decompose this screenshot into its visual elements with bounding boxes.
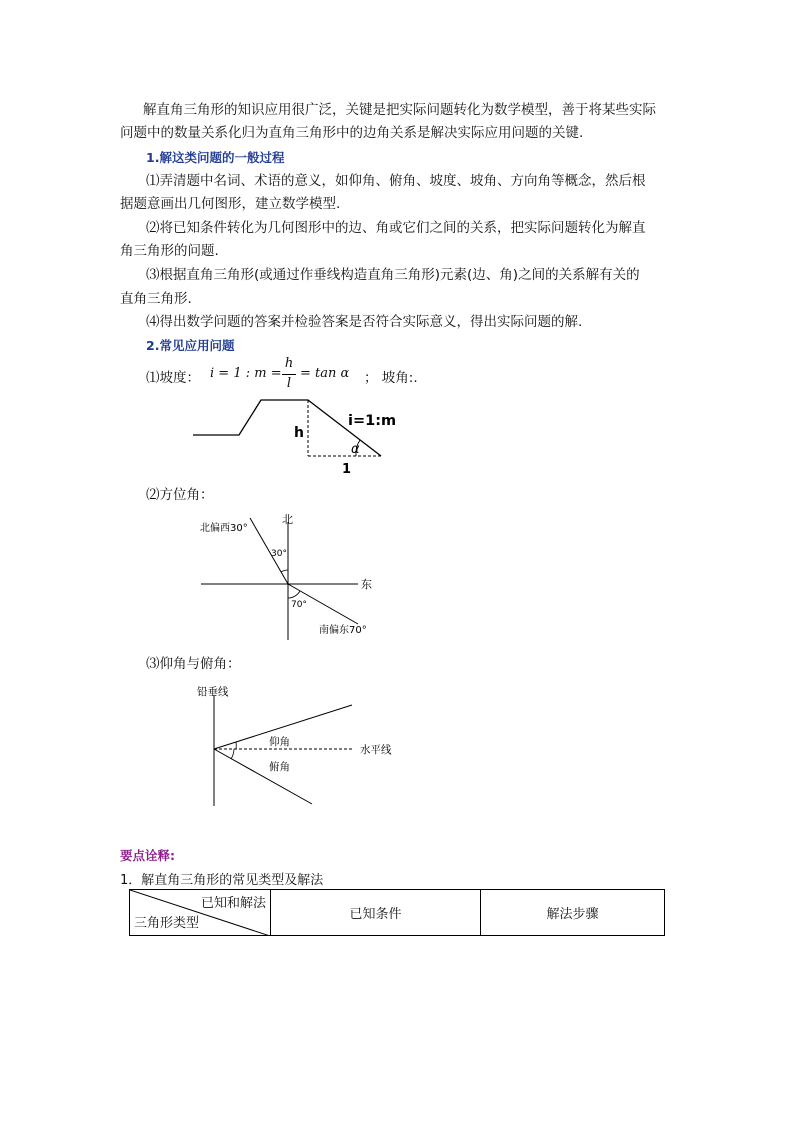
notes-item-1-title: 1．解直角三角形的常见类型及解法 [120,873,324,888]
north-label: 北 [282,513,293,526]
depression-angle-arc [231,749,234,759]
bearing-label: ⑵方位角： [146,487,214,503]
process-item-2-line-1: ⑵将已知条件转化为几何图形中的边、角或它们之间的关系，把实际问题转化为解直 [146,220,646,236]
fraction-bar [282,374,296,375]
table-header-solution-steps: 解法步骤 [481,890,665,936]
slope-ratio-label: i=1:m [348,413,397,429]
se-angle-arc [288,591,300,598]
solution-types-table [129,889,665,936]
table-header-bottom: 三角形类型 [134,916,200,931]
slope-height-label: h [294,425,304,441]
se-direction-label: 南偏东70° [319,625,367,636]
process-item-2-line-2: 角三角形的问题. [120,243,219,259]
east-label: 东 [361,578,372,591]
slope-diagram [190,395,410,480]
slope-label-suffix: ； 坡角:. [364,370,418,386]
plumb-line-label: 铅垂线 [197,686,229,698]
se-angle-label: 70° [291,600,307,610]
nw-angle-label: 30° [271,549,287,559]
depression-ray [214,749,312,804]
elevation-label: ⑶仰角与俯角： [146,656,241,672]
bearing-diagram [195,510,395,645]
section2-heading: 2.常见应用问题 [146,338,235,353]
process-item-3-line-2: 直角三角形. [120,291,192,307]
elevation-diagram [185,683,405,811]
depression-angle-label: 俯角 [269,761,290,773]
process-item-4: ⑷得出数学问题的答案并检验答案是否符合实际意义，得出实际问题的解. [146,314,583,330]
elevation-angle-label: 仰角 [269,736,290,748]
slope-base-label: 1 [342,462,352,477]
nw-direction-label: 北偏西30° [200,523,248,534]
notes-heading: 要点诠释: [120,848,175,863]
process-item-3-line-1: ⑶根据直角三角形(或通过作垂线构造直角三角形)元素(边、角)之间的关系解有关的 [146,267,640,283]
slope-formula-right: = tan α [300,366,350,381]
intro-line-2: 问题中的数量关系化归为直角三角形中的边角关系是解决实际应用问题的关键. [120,125,584,141]
table-header-known-conditions: 已知条件 [271,890,481,936]
table-header-top: 已知和解法 [200,896,266,911]
slope-angle-label: α [351,442,360,457]
slope-formula-line [146,356,446,396]
process-item-1-line-2: 据题意画出几何图形，建立数学模型. [120,196,341,212]
nw-angle-arc [281,570,288,572]
slope-label: ⑴坡度： [146,370,200,386]
horizontal-line-label: 水平线 [360,744,392,756]
slope-formula-left: i = 1 : m = [210,366,282,381]
table-diagonal-header [130,890,271,936]
fraction-denominator: l [286,376,292,391]
fraction-numerator: h [284,356,294,371]
intro-line-1: 解直角三角形的知识应用很广泛，关键是把实际问题转化为数学模型，善于将某些实际 [143,102,656,118]
process-item-1-line-1: ⑴弄清题中名词、术语的意义，如仰角、俯角、坡度、坡角、方向角等概念，然后根 [146,173,646,189]
section1-heading: 1.解这类问题的一般过程 [146,150,285,165]
